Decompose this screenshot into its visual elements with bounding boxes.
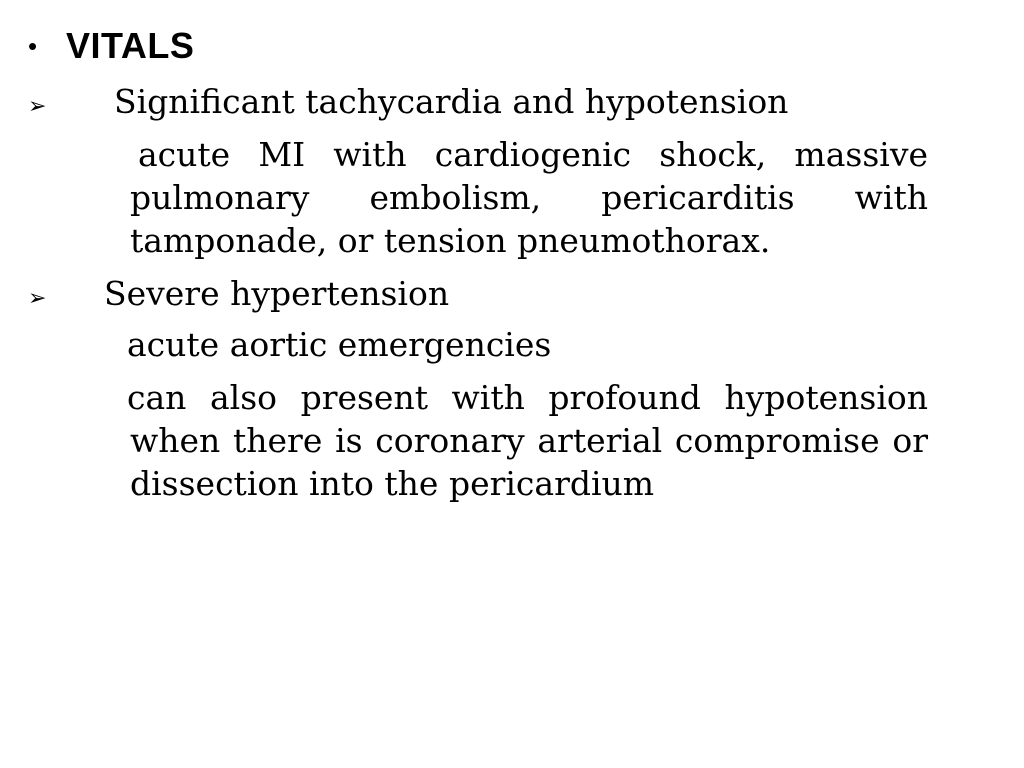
slide-heading: VITALS [66, 25, 195, 66]
arrow-bullet-icon: ➢ [28, 94, 47, 119]
bullet-title-hypertension: Severe hypertension [104, 274, 450, 313]
arrow-bullet-icon: ➢ [28, 286, 47, 311]
detail-tachycardia-causes: acute MI with cardiogenic shock, massive pulmonary embolism, pericarditis with tamponade, or tension pneumothorax. [130, 135, 928, 260]
bullet-item-tachycardia [28, 80, 788, 123]
heading-row [28, 22, 194, 70]
detail-aortic-emergencies: acute aortic emergencies [127, 325, 552, 364]
bullet-dot-icon: • [28, 30, 38, 61]
detail-hypotension-compromise: can also present with profound hypotension when there is coronary arterial compromise or dissection into the pericardium [127, 378, 928, 503]
bullet-title-tachycardia: Significant tachycardia and hypotension [114, 82, 789, 121]
bullet-item-hypertension [28, 272, 449, 315]
